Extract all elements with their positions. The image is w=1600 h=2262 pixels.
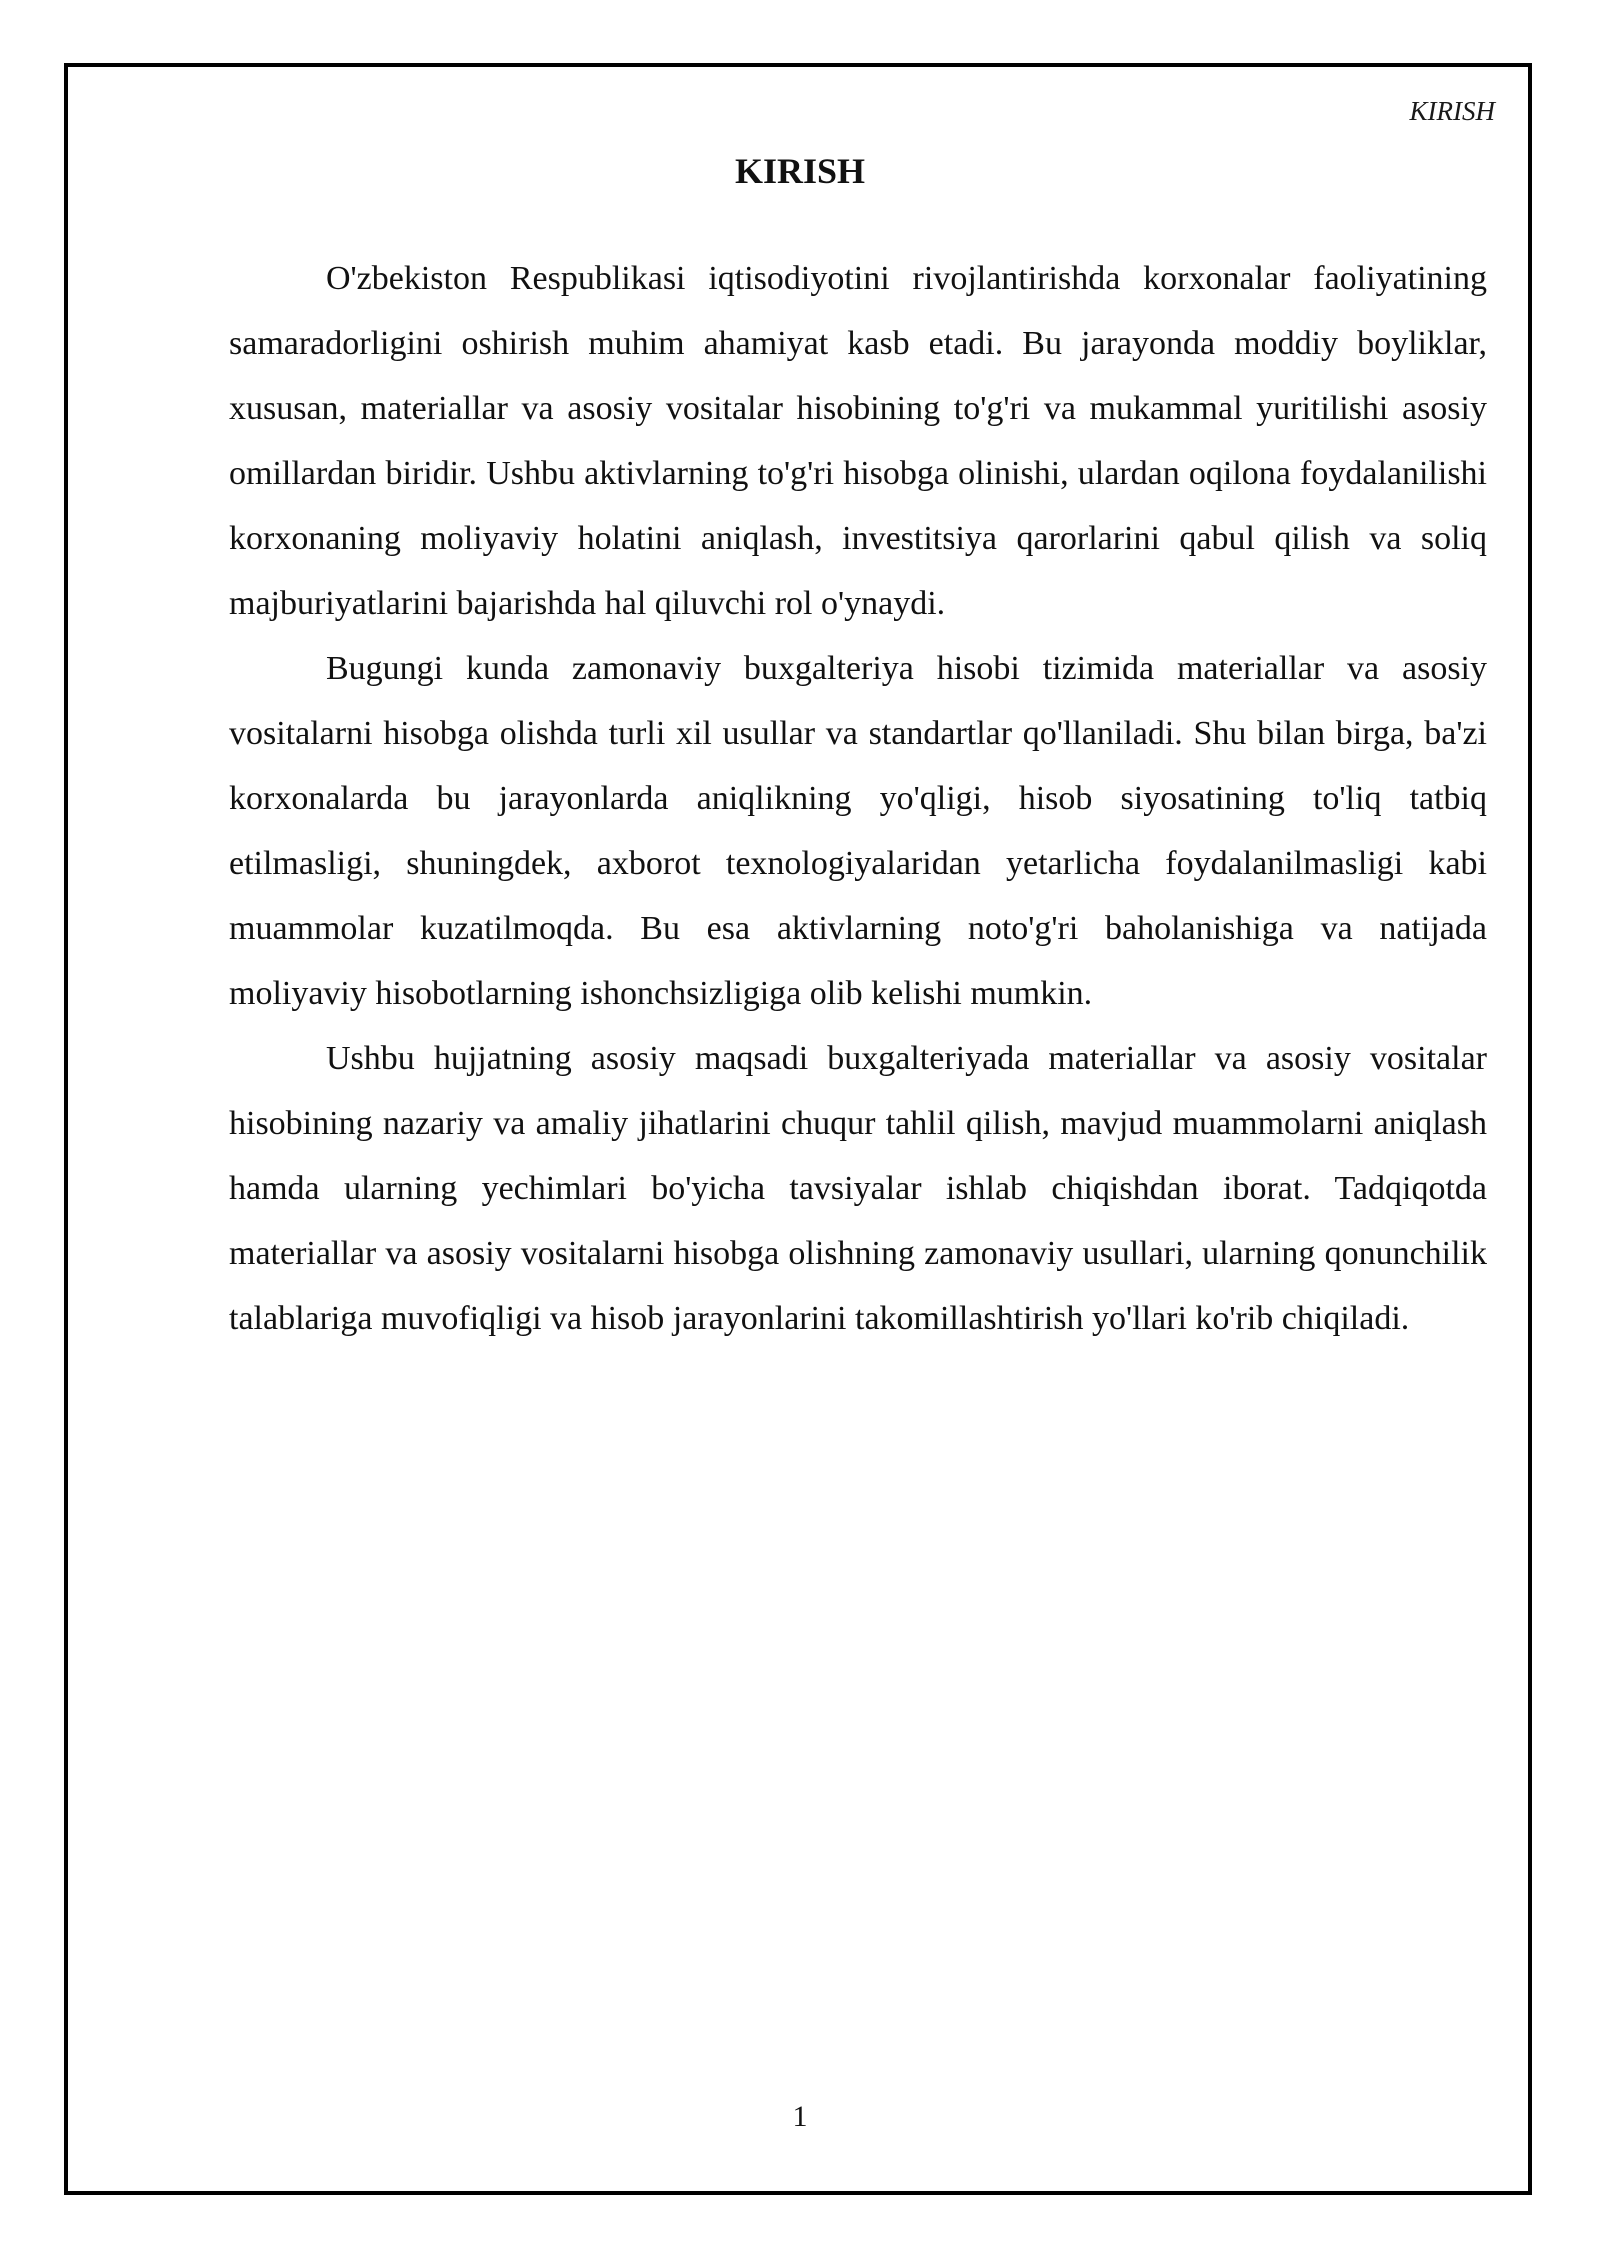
running-header: KIRISH — [1409, 96, 1495, 126]
paragraph-3: Ushbu hujjatning asosiy maqsadi buxgalteriyada materiallar va asosiy vositalar hisobining nazariy va amaliy jihatlarini chuqur tahlil qilish, mavjud muammolarni aniqlash hamda ularning yechimlari bo'yicha tavsiyalar ishlab chiqishdan iborat. Tadqiqotda materiallar va asosiy vositalarni hisobga olishning zamonaviy usullari, ularning qonunchilik talablariga muvofiqligi va hisob jarayonlarini takomillashtirish yo'llari ko'rib chiqiladi. — [229, 1040, 1487, 1337]
page-number: 1 — [792, 2100, 808, 2133]
body-text — [229, 246, 1487, 1351]
paragraph-1: O'zbekiston Respublikasi iqtisodiyotini rivojlantirishda korxonalar faoliyatining samaradorligini oshirish muhim ahamiyat kasb etadi. Bu jarayonda moddiy boyliklar, xususan, materiallar va asosiy vositalar hisobining to'g'ri va mukammal yuritilishi asosiy omillardan biridir. Ushbu aktivlarning to'g'ri hisobga olinishi, ulardan oqilona foydalanilishi korxonaning moliyaviy holatini aniqlash, investitsiya qarorlarini qabul qilish va soliq majburiyatlarini bajarishda hal qiluvchi rol o'ynaydi. — [229, 260, 1487, 622]
paragraph-2: Bugungi kunda zamonaviy buxgalteriya hisobi tizimida materiallar va asosiy vositalarni hisobga olishda turli xil usullar va standartlar qo'llaniladi. Shu bilan birga, ba'zi korxonalarda bu jarayonlarda aniqlikning yo'qligi, hisob siyosatining to'liq tatbiq etilmasligi, shuningdek, axborot texnologiyalaridan yetarlicha foydalanilmasligi kabi muammolar kuzatilmoqda. Bu esa aktivlarning noto'g'ri baholanishiga va natijada moliyaviy hisobotlarning ishonchsizligiga olib kelishi mumkin. — [229, 650, 1487, 1012]
page-title: KIRISH — [734, 151, 866, 191]
